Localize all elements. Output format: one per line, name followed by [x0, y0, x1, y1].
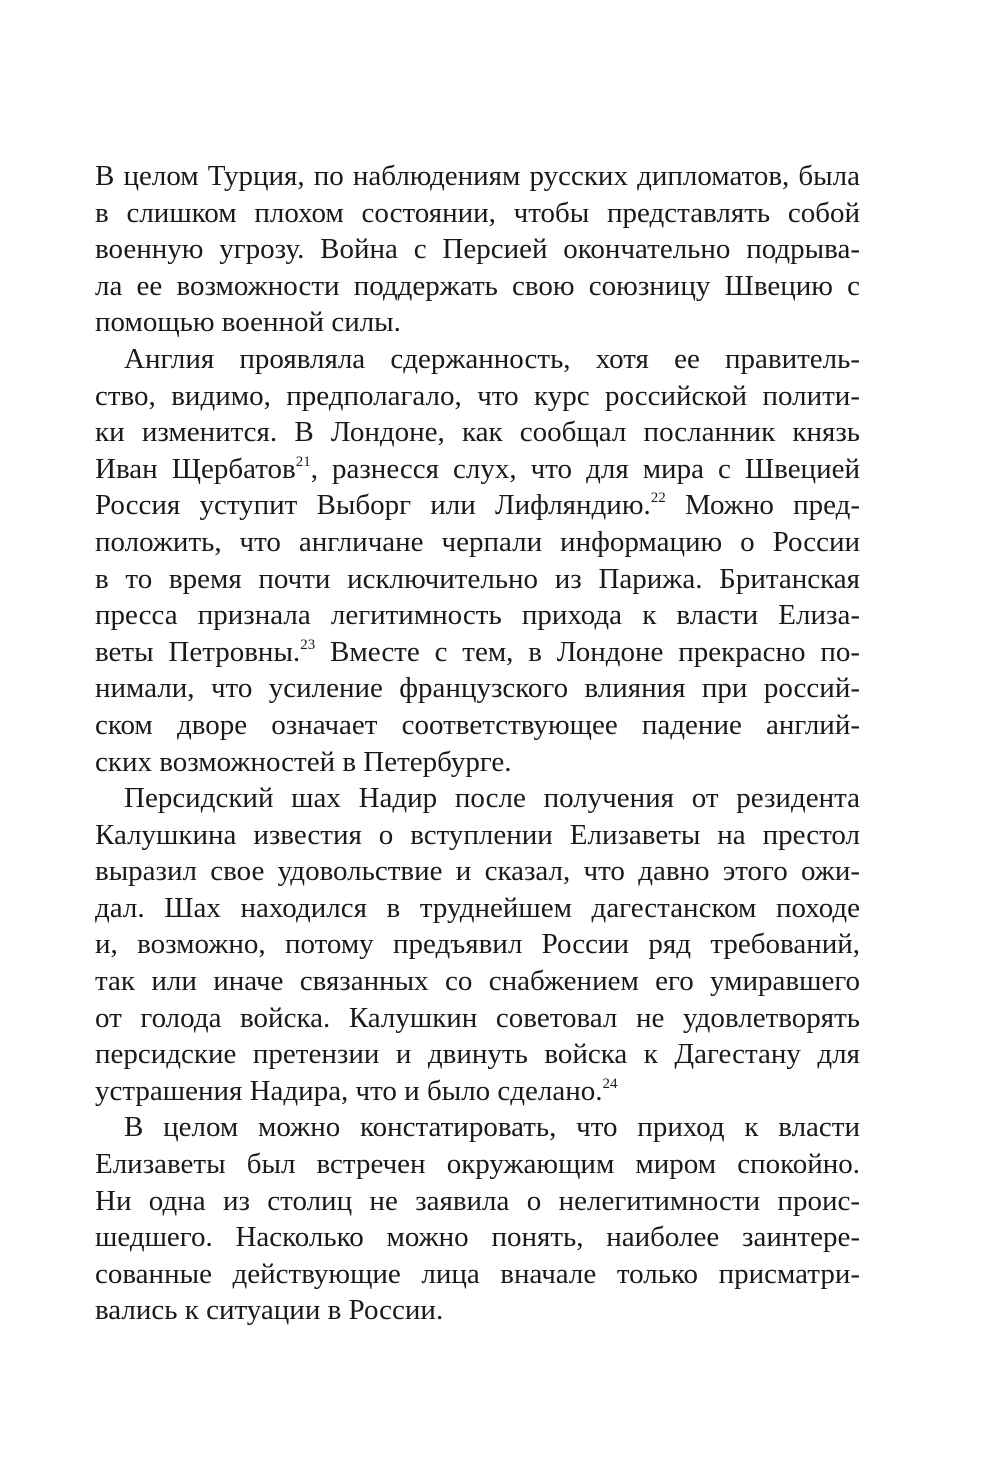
- text-line: сованные действующие лица вначале только присматри-: [95, 1257, 860, 1290]
- text-line: ла ее возможности поддержать свою союзницу Швецию с: [95, 269, 860, 302]
- text-line: так или иначе связанных со снабжением его умиравшего: [95, 965, 860, 998]
- line-text-after: , разнесся слух, что для мира с Швецией: [310, 452, 860, 485]
- text-line: дал. Шах находился в труднейшем дагестанском походе: [95, 891, 860, 924]
- footnote-ref-22[interactable]: 22: [650, 490, 666, 507]
- page-body: [95, 158, 860, 1329]
- footnote-ref-23[interactable]: 23: [300, 636, 316, 653]
- text-line: [95, 1073, 860, 1110]
- text-line: помощью военной силы.: [95, 306, 401, 339]
- footnote-ref-21[interactable]: 21: [295, 453, 311, 470]
- paragraph-3: [95, 780, 860, 1109]
- text-line: Елизаветы был встречен окружающим миром спокойно.: [95, 1148, 860, 1181]
- line-text: Россия уступит Выборг или Лифляндию.: [95, 489, 651, 522]
- text-line: Калушкина известия о вступлении Елизаветы на престол: [95, 818, 860, 851]
- text-line: нимали, что усиление французского влияния при россий-: [95, 672, 860, 705]
- text-line: положить, что англичане черпали информацию о России: [95, 525, 860, 558]
- text-line: ки изменится. В Лондоне, как сообщал посланник князь: [95, 416, 860, 449]
- text-line: Ни одна из столиц не заявила о нелегитимности проис-: [95, 1184, 860, 1217]
- line-text-after: Вместе с тем, в Лондоне прекрасно по-: [315, 635, 860, 668]
- text-line: в слишком плохом состоянии, чтобы представлять собой: [95, 196, 860, 229]
- paragraph-1: [95, 158, 860, 341]
- text-line: вались к ситуации в России.: [95, 1294, 444, 1327]
- line-text: устрашения Надира, что и было сделано.: [95, 1074, 603, 1107]
- text-line: военную угрозу. Война с Персией окончательно подрыва-: [95, 233, 860, 266]
- line-text: Иван Щербатов: [95, 452, 296, 485]
- text-line: шедшего. Насколько можно понять, наиболее заинтере-: [95, 1221, 860, 1254]
- paragraph-4: [95, 1109, 860, 1329]
- text-line: выразил свое удовольствие и сказал, что давно этого ожи-: [95, 855, 860, 888]
- text-line: Персидский шах Надир после получения от резидента: [124, 782, 860, 815]
- paragraph-2: [95, 341, 860, 780]
- text-line: ство, видимо, предполагало, что курс российской полити-: [95, 379, 860, 412]
- text-line: пресса признала легитимность прихода к власти Елиза-: [95, 599, 860, 632]
- text-line: персидские претензии и двинуть войска к Дагестану для: [95, 1038, 860, 1071]
- text-line: от голода войска. Калушкин советовал не удовлетворять: [95, 1001, 860, 1034]
- text-line: В целом можно констатировать, что приход к власти: [124, 1111, 860, 1144]
- text-line: ских возможностей в Петербурге.: [95, 745, 512, 778]
- text-line: и, возможно, потому предъявил России ряд требований,: [95, 928, 860, 961]
- text-line: В целом Турция, по наблюдениям русских дипломатов, была: [95, 160, 860, 192]
- text-line: Англия проявляла сдержанность, хотя ее правитель-: [124, 342, 860, 375]
- line-text-after: Можно пред-: [665, 489, 860, 522]
- text-line: в то время почти исключительно из Парижа. Британская: [95, 562, 860, 595]
- line-text: веты Петровны.: [95, 635, 301, 668]
- footnote-ref-24[interactable]: 24: [602, 1075, 618, 1092]
- text-line: [95, 634, 860, 671]
- text-line: ском дворе означает соответствующее падение англий-: [95, 708, 860, 741]
- text-line: [95, 451, 860, 488]
- text-line: [95, 487, 860, 524]
